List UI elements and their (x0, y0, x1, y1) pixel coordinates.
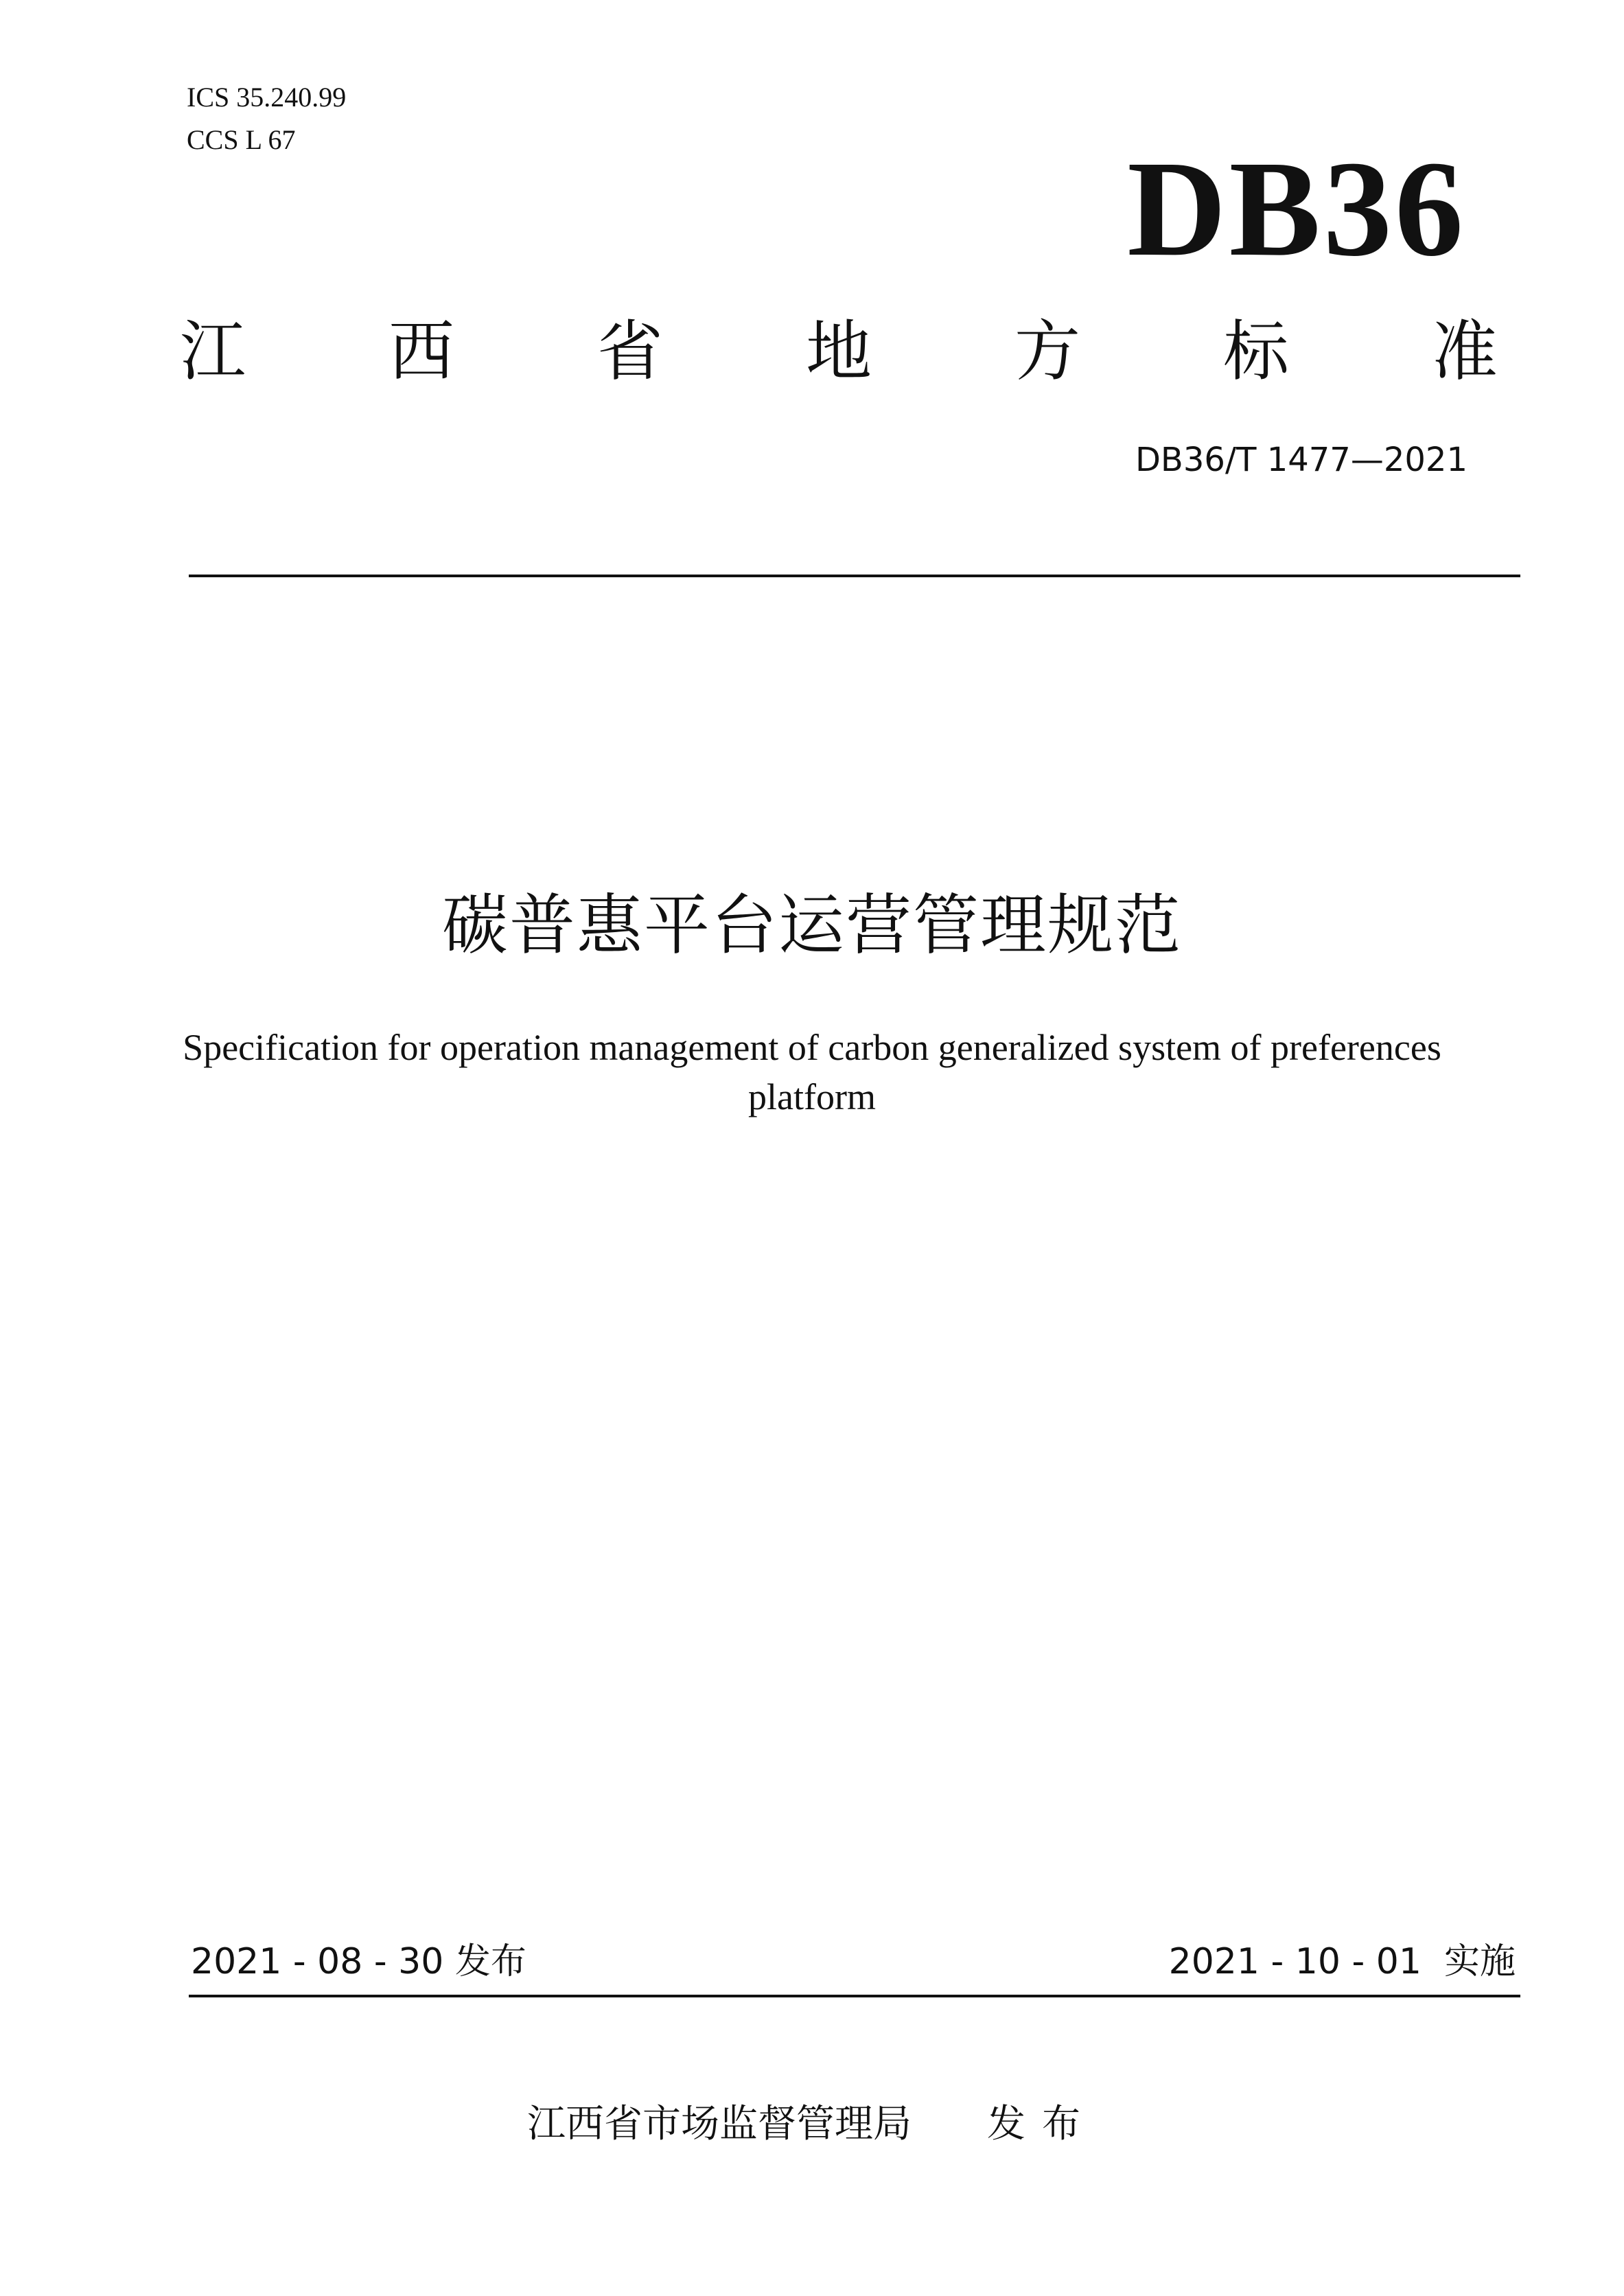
title-english: Specification for operation management of carbon generalized system of preferences platform (183, 1027, 1441, 1117)
standard-type-char: 西 (388, 313, 454, 390)
title-chinese: 碳普惠平台运营管理规范 (442, 887, 1182, 964)
bottom-divider (189, 1995, 1520, 1997)
ccs-code: CCS L 67 (187, 124, 296, 155)
issue-word: 发布 (987, 2102, 1097, 2146)
issuer-line (0, 2100, 1624, 2148)
standard-type-char: 省 (597, 313, 663, 390)
standard-type-char: 江 (180, 313, 246, 390)
standard-number: DB36/T 1477—2021 (1135, 441, 1468, 479)
top-divider (189, 575, 1520, 577)
standard-type-char: 标 (1223, 313, 1289, 390)
issuer-name: 江西省市场监督管理局 (527, 2102, 912, 2146)
standard-type-char: 地 (806, 313, 872, 390)
standard-type-char: 准 (1432, 313, 1498, 390)
implementation-date: 2021 - 10 - 01 实施 (1168, 1941, 1516, 1982)
standard-code-mark: DB36 (1127, 133, 1466, 285)
standard-type-heading (180, 310, 1498, 393)
standard-type-char: 方 (1014, 313, 1080, 390)
publish-date: 2021 - 08 - 30 发布 (191, 1941, 526, 1982)
ics-code: ICS 35.240.99 (187, 82, 347, 113)
